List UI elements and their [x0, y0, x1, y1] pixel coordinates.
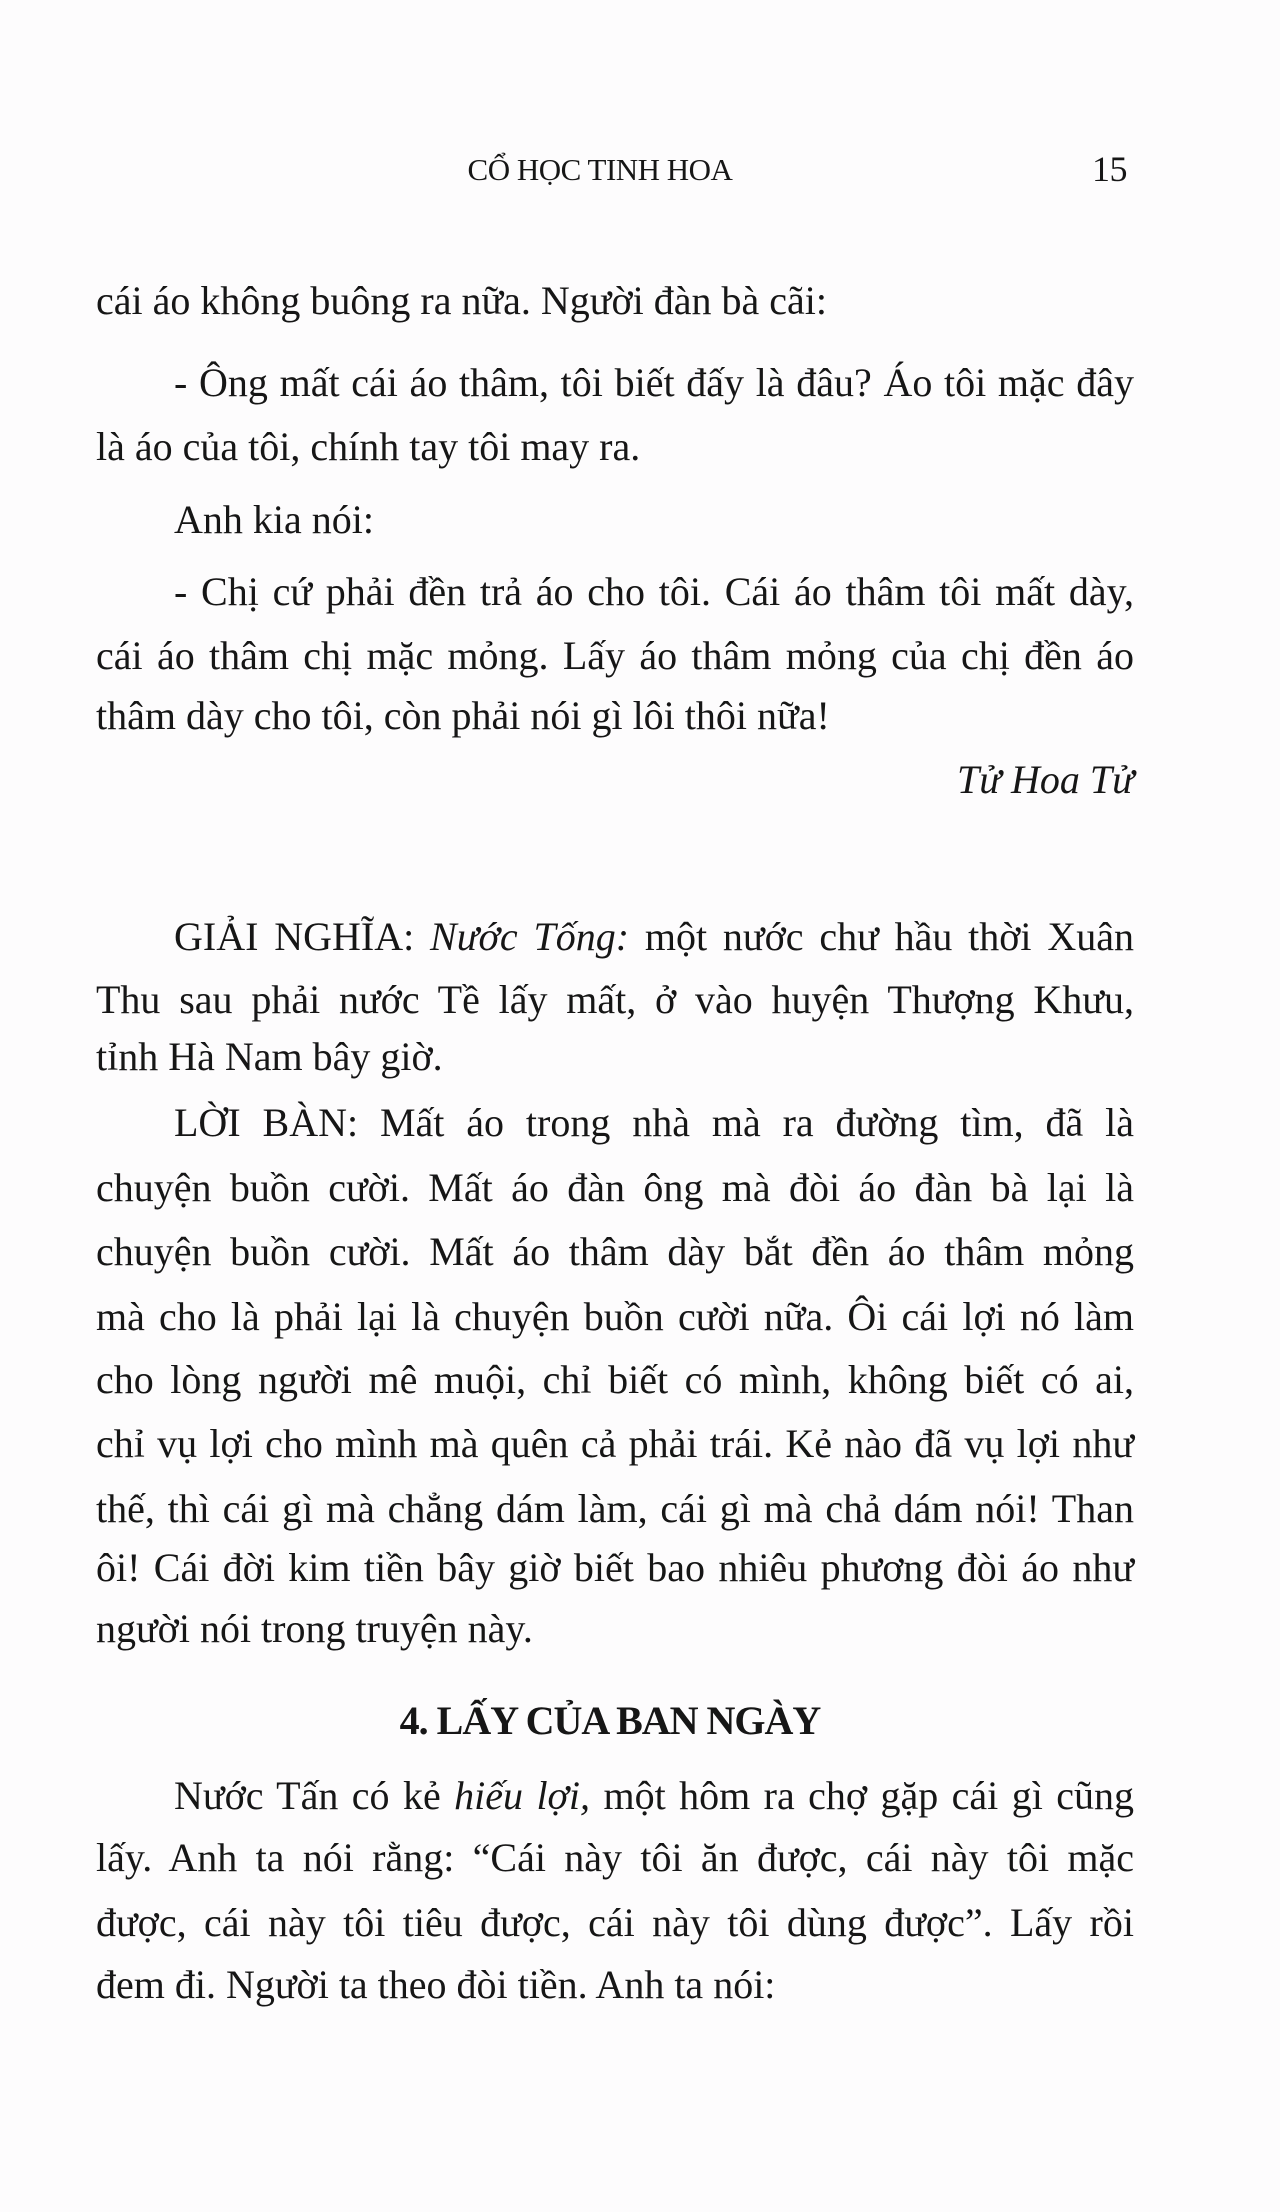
line-text: Thu sau phải nước Tề lấy mất, ở vào huyện Thượng Khưu,: [96, 977, 1134, 1022]
line-text: - Chị cứ phải đền trả áo cho tôi. Cái áo thâm tôi mất dày,: [174, 569, 1134, 614]
body-line: [96, 1898, 1134, 1948]
line-text: thâm dày cho tôi, còn phải nói gì lôi thôi nữa!: [96, 693, 830, 738]
italic-text: hiếu lợi,: [454, 1773, 591, 1818]
body-line: [96, 422, 640, 472]
body-line: [96, 1355, 1134, 1405]
body-line: [96, 1032, 443, 1082]
page-number: 15: [1092, 149, 1127, 189]
line-text: một hôm ra chợ gặp cái gì cũng: [590, 1773, 1134, 1818]
body-line: [174, 567, 1134, 617]
line-text: tỉnh Hà Nam bây giờ.: [96, 1034, 443, 1079]
line-text: một nước chư hầu thời Xuân: [629, 914, 1134, 959]
body-line: [96, 1419, 1134, 1469]
line-text: cái áo không buông ra nữa. Người đàn bà cãi:: [96, 278, 827, 323]
line-text: mà cho là phải lại là chuyện buồn cười nữa. Ôi cái lợi nó làm: [96, 1294, 1134, 1339]
italic-text: Tử Hoa Tử: [956, 757, 1134, 802]
line-text: người nói trong truyện này.: [96, 1606, 533, 1651]
line-text: Anh kia nói:: [174, 497, 374, 542]
body-line: [96, 631, 1134, 681]
body-line: [174, 1771, 1134, 1821]
body-line: [96, 276, 827, 326]
line-text: là áo của tôi, chính tay tôi may ra.: [96, 424, 641, 469]
attribution: [957, 755, 1134, 805]
body-line: [96, 1604, 533, 1654]
body-line: [96, 1227, 1134, 1277]
body-line: [96, 1543, 1134, 1593]
section-heading: [400, 1696, 821, 1746]
body-line: [96, 1484, 1134, 1534]
body-line: [174, 358, 1134, 408]
line-text: ôi! Cái đời kim tiền bây giờ biết bao nhiêu phương đòi áo như: [96, 1545, 1134, 1590]
body-line: [96, 1292, 1134, 1342]
body-line: [96, 975, 1134, 1025]
line-text: chuyện buồn cười. Mất áo thâm dày bắt đền áo thâm mỏng: [96, 1229, 1134, 1274]
body-line: [174, 912, 1134, 962]
body-line: [96, 1163, 1134, 1213]
body-line: [96, 1960, 775, 2010]
line-text: cho lòng người mê muội, chỉ biết có mình, không biết có ai,: [96, 1357, 1134, 1402]
line-text: - Ông mất cái áo thâm, tôi biết đấy là đâu? Áo tôi mặc đây: [174, 360, 1134, 405]
line-text: cái áo thâm chị mặc mỏng. Lấy áo thâm mỏng của chị đền áo: [96, 633, 1134, 678]
body-line: [96, 1833, 1134, 1883]
line-text: chuyện buồn cười. Mất áo đàn ông mà đòi áo đàn bà lại là: [96, 1165, 1134, 1210]
line-text: Nước Tấn có kẻ: [174, 1773, 455, 1818]
line-text: LỜI BÀN: Mất áo trong nhà mà ra đường tìm, đã là: [174, 1100, 1134, 1145]
italic-text: Nước Tống:: [430, 914, 630, 959]
running-header-title: CỔ HỌC TINH HOA: [467, 152, 733, 187]
body-line: [174, 1098, 1134, 1148]
line-text: lấy. Anh ta nói rằng: “Cái này tôi ăn được, cái này tôi mặc: [96, 1835, 1134, 1880]
line-text: GIẢI NGHĨA:: [174, 914, 431, 959]
line-text: được, cái này tôi tiêu được, cái này tôi dùng được”. Lấy rồi: [96, 1900, 1134, 1945]
line-text: đem đi. Người ta theo đòi tiền. Anh ta nói:: [96, 1962, 776, 2007]
body-line: [174, 495, 374, 545]
line-text: chỉ vụ lợi cho mình mà quên cả phải trái. Kẻ nào đã vụ lợi như: [96, 1421, 1134, 1466]
line-text: thế, thì cái gì mà chẳng dám làm, cái gì mà chả dám nói! Than: [96, 1486, 1134, 1531]
body-line: [96, 691, 830, 741]
line-text: 4. LẤY CỦA BAN NGÀY: [399, 1698, 821, 1743]
